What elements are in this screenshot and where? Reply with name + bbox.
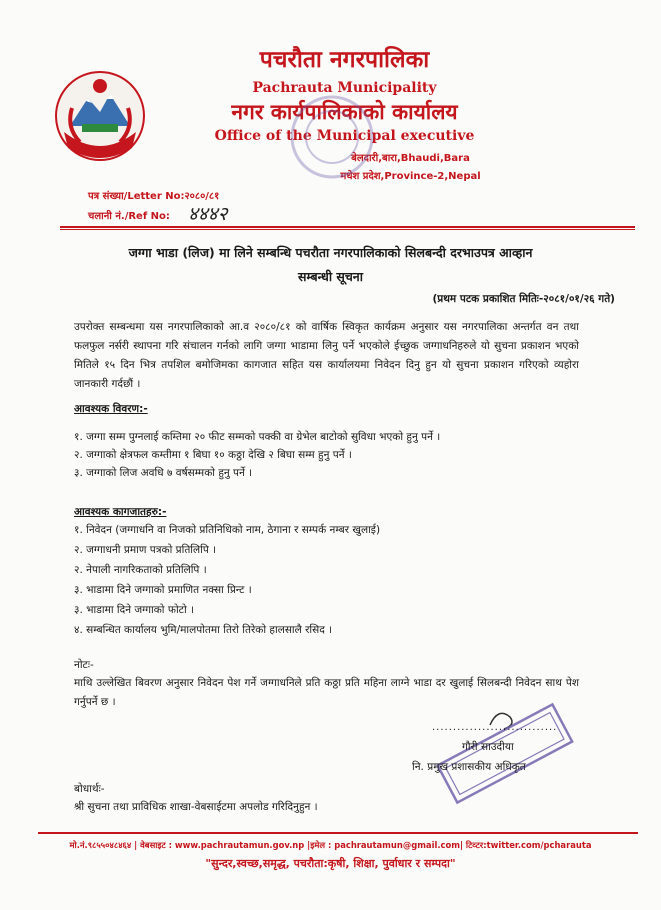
list-item: १. जग्गा सम्म पुग्नलाई कम्तिमा २० फीट सम्मको पक्की वा ग्रेभेल बाटोको सुविधा भएको हुनु पर्ने । — [74, 431, 441, 443]
list-item: १. निवेदन (जग्गाधनि वा निजको प्रतिनिधिको नाम, ठेगाना र सम्पर्क नम्बर खुलाई) — [74, 524, 381, 536]
header-stamp-image — [252, 92, 412, 182]
municipality-name-en: Pachrauta Municipality — [252, 80, 437, 96]
note-heading: नोटः- — [74, 659, 94, 671]
office-name-en: Office of the Municipal executive — [214, 128, 475, 144]
footer-slogan: "सुन्दर,स्वच्छ,समृद्ध, पचरौता:कृषी, शिक्षा, पुर्वाधार र सम्पदा" — [205, 857, 456, 870]
office-name-np: नगर कार्यपालिकाको कार्यालय — [231, 100, 458, 124]
address-line-1: बेलदारी,बारा,Bhaudi,Bara — [351, 153, 470, 164]
list-item: ३. भाडामा दिने जग्गाको प्रमाणित नक्सा प्रिन्ट । — [74, 584, 252, 596]
municipality-name-np: पचरौता नगरपालिका — [259, 47, 430, 73]
header-divider-thin — [60, 229, 635, 230]
footer-contacts: मो.नं.९८५५०४८४६४ | वेबसाइट : www.pachrautamun.gov.np |इमेल : pachrautamun@gmail.com| टिव्टर:twitter.com/pcharauta — [69, 840, 592, 850]
notice-title-line-2: सम्बन्धी सूचना — [298, 269, 363, 284]
cc-line: श्री सुचना तथा प्राविधिक शाखा-वेबसाईटमा अपलोड गरिदिनुहुन । — [74, 801, 318, 813]
published-date: (प्रथम पटक प्रकाशित मितिः-२०८१/०१/२६ गते) — [432, 293, 615, 305]
details-list — [74, 428, 440, 482]
details-heading: आवश्यक विवरण:- — [74, 403, 148, 415]
list-item: ३. जग्गाको लिज अवधि ७ वर्षसम्मको हुनु पर्ने । — [74, 467, 253, 479]
documents-list — [74, 521, 380, 641]
intro-paragraph: उपरोक्त सम्बन्धमा यस नगरपालिकाको आ.व २०८०/८१ को वार्षिक स्विकृत कार्यक्रम अनुसार यस नगरपालिका अन्तर्गत वन तथा फलफुल नर्सरी स्थापना गरि संचालन गर्नको लागि जग्गा भाडामा लिनु पर्ने भएकोले ईच्छुक जग्गाधनिहरुले यो सुचना प्रकाशन भएको मितिले १५ दिन भित्र तपशिल बमोजिमका कागजात सहित यस कार्यालयमा निवेदन दिनु हुन यो सुचना प्रकाशन गरिएको व्यहोरा जानकारी गर्दछौं । — [74, 321, 579, 390]
ref-number-handwritten: ४४४२ — [188, 203, 228, 225]
list-item: २. जग्गाधनी प्रमाण पत्रको प्रतिलिपि । — [74, 544, 217, 556]
documents-heading: आवश्यक कागजातहरु:- — [74, 506, 167, 518]
list-item: ४. सम्बन्धित कार्यालय भुमि/मालपोतमा तिरो तिरेको हालसालै रसिद । — [74, 624, 333, 636]
list-item: ३. भाडामा दिने जग्गाको फोटो । — [74, 604, 195, 616]
note-text: माथि उल्लेखित बिवरण अनुसार निवेदन पेश गर्ने जग्गाधनिले प्रति कठ्ठा प्रति महिना लाग्ने भाडा दर खुलाई सिलबन्दी निवेदन साथ पेश गर्नुपर्ने छ । — [74, 677, 579, 708]
address-line-2: मधेश प्रदेश,Province-2,Nepal — [340, 171, 481, 182]
header-divider — [60, 226, 635, 228]
list-item: २. नेपाली नागरिकताको प्रतिलिपि । — [74, 564, 207, 576]
ref-number-label: चलानी नं./Ref No: — [88, 211, 170, 222]
notice-title: जग्गा भाडा (लिज) मा लिने सम्बन्धि पचरौता नगरपालिकाको सिलबन्दी दरभाउपत्र आव्हान — [128, 245, 533, 260]
cc-heading: बोधार्थः- — [74, 783, 105, 795]
signatory-title: नि. प्रमुख प्रशासकीय अधिकृत — [412, 761, 526, 773]
letter-number: पत्र संख्या/Letter No:२०८०/८१ — [88, 191, 220, 202]
signature-line: .............................. — [432, 722, 558, 733]
signatory-name: गौरी साउदीया — [462, 741, 514, 753]
list-item: २. जग्गाको क्षेत्रफल कम्तीमा १ बिघा १० कठ्ठा देखि २ बिघा सम्म हुनु पर्ने । — [74, 449, 352, 461]
footer-divider — [38, 832, 638, 834]
